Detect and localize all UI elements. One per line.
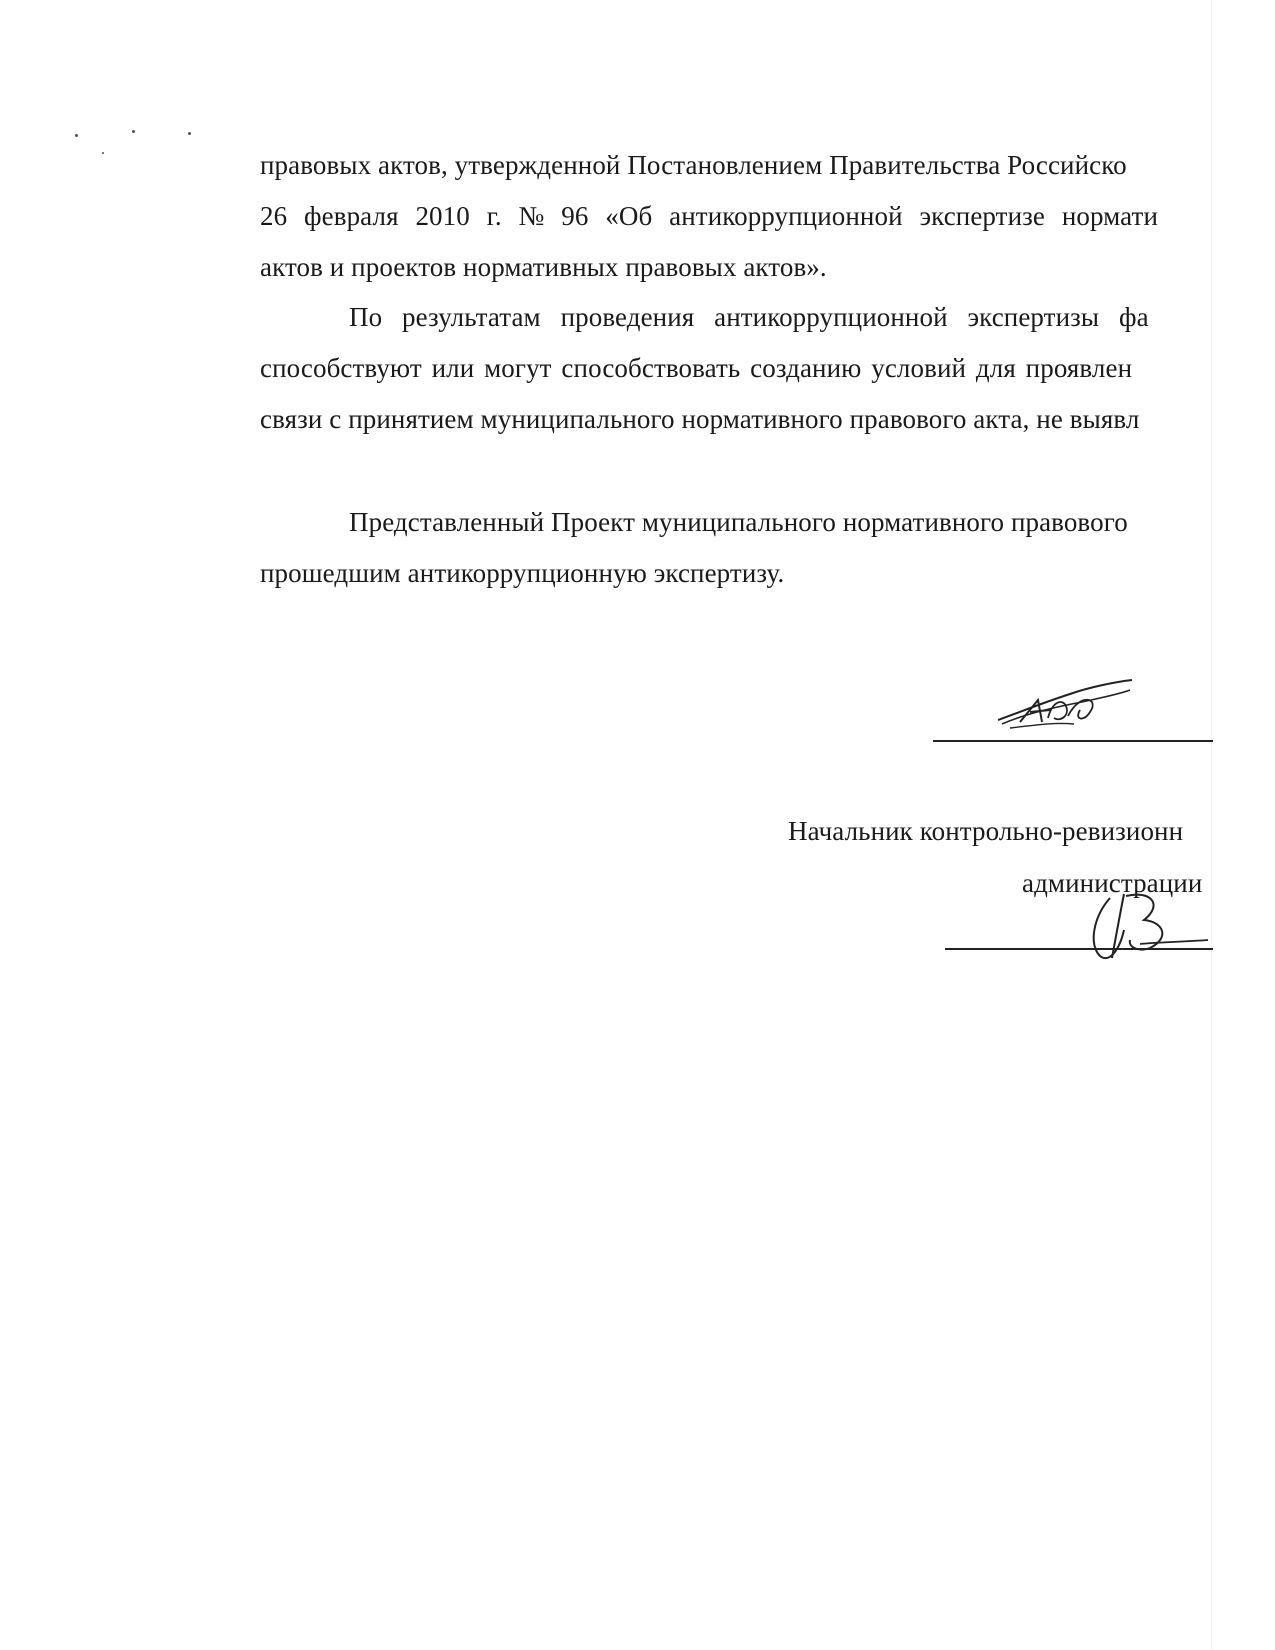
scan-specks — [60, 120, 220, 170]
page-right-margin — [1211, 0, 1275, 1650]
signature-line-1 — [933, 740, 1213, 742]
scan-speck — [188, 132, 191, 135]
paragraph-2-line-2: способствуют или могут способствовать созданию условий для проявлен — [260, 353, 1133, 383]
paragraph-1-line-2: 26 февраля 2010 г. № 96 «Об антикоррупционной экспертизе нормати — [260, 201, 1159, 231]
paragraph-2-line-1: По результатам проведения антикоррупционной экспертизы фа — [349, 302, 1149, 332]
signatory-position-line-1: Начальник контрольно-ревизионн — [788, 816, 1184, 846]
paragraph-3-line-2: прошедшим антикоррупционную экспертизу. — [260, 558, 785, 588]
paragraph-1-line-3: актов и проектов нормативных правовых актов». — [260, 252, 827, 282]
scan-speck — [102, 152, 104, 154]
signatory-position-line-2: администрации — [1022, 868, 1203, 898]
signature-line-2 — [945, 948, 1213, 950]
handwritten-signature-1 — [990, 672, 1140, 742]
handwritten-signature-2 — [1080, 886, 1213, 966]
scan-speck — [132, 130, 135, 133]
paragraph-1-line-1: правовых актов, утвержденной Постановлением Правительства Российско — [260, 150, 1127, 180]
paragraph-3-line-1: Представленный Проект муниципального нормативного правового — [349, 507, 1128, 537]
paragraph-2-line-3: связи с принятием муниципального нормативного правового акта, не выявл — [260, 404, 1140, 434]
scan-speck — [75, 134, 78, 137]
